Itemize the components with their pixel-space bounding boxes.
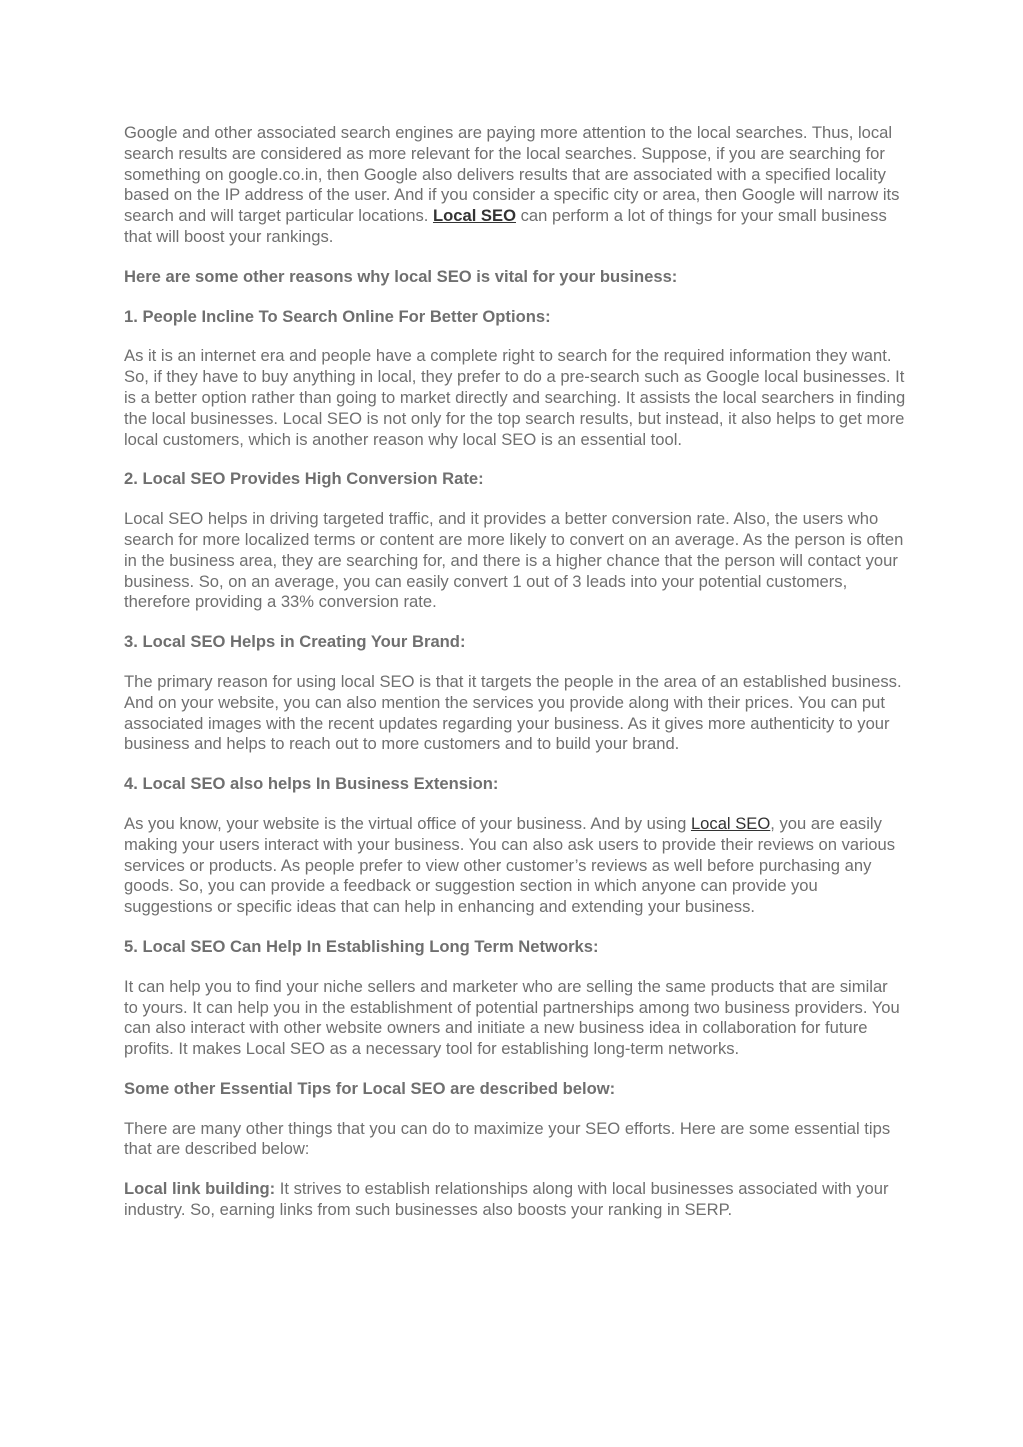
intro-text-after-link: can perform a lot of things for your small business that will boost your rankings. xyxy=(124,206,887,246)
reasons-heading: Here are some other reasons why local SEO is vital for your business: xyxy=(124,266,678,286)
tip-local-link-building xyxy=(124,1179,906,1221)
local-seo-inline-link[interactable]: Local SEO xyxy=(690,813,771,833)
section-4-body xyxy=(124,814,906,918)
section-4-heading: 4. Local SEO also helps In Business Extension: xyxy=(124,774,499,794)
intro-text-before-link: Google and other associated search engines are paying more attention to the local searches. Thus, local search results are considered as more relevant for the local searches. Suppose, if you are searching for something on google.co.in, then Google also delivers results that are associated with a specified locality based on the IP address of the user. And if you consider a specific city or area, then Google will narrow its search and will target particular locations. xyxy=(124,123,900,226)
section-2-heading: 2. Local SEO Provides High Conversion Rate: xyxy=(124,469,484,489)
intro-paragraph xyxy=(124,123,906,248)
tips-heading: Some other Essential Tips for Local SEO are described below: xyxy=(124,1078,616,1098)
section-1-heading: 1. People Incline To Search Online For Better Options: xyxy=(124,306,551,326)
article-body xyxy=(124,123,906,1240)
tip-label: Local link building: xyxy=(124,1179,276,1199)
section-4-text-after-link: , you are easily making your users interact with your business. You can also ask users to provide their reviews on various services or products. As people prefer to view other customer’s reviews as well before purchasing any goods. So, you can provide a feedback or suggestion section in which anyone can provide you suggestions or specific ideas that can help in enhancing and extending your business. xyxy=(124,813,896,917)
tip-text: It strives to establish relationships along with local businesses associated with your industry. So, earning links from such businesses also boosts your ranking in SERP. xyxy=(124,1179,889,1220)
local-seo-link[interactable]: Local SEO xyxy=(432,206,516,226)
section-2-body: Local SEO helps in driving targeted traffic, and it provides a better conversion rate. Also, the users who search for more localized terms or content are more likely to convert on an average. As the person is often in the business area, they are searching for, and there is a higher chance that the person will contact your business. So, on an average, you can easily convert 1 out of 3 leads into your potential customers, therefore providing a 33% conversion rate. xyxy=(124,509,904,612)
section-4-text-before-link: As you know, your website is the virtual office of your business. And by using xyxy=(124,813,691,833)
section-3-body: The primary reason for using local SEO is that it targets the people in the area of an established business. And on your website, you can also mention the services you provide along with their prices. You can put associated images with the recent updates regarding your business. As it gives more authenticity to your business and helps to reach out to more customers and to build your brand. xyxy=(124,671,902,754)
tips-intro: There are many other things that you can do to maximize your SEO efforts. Here are some essential tips that are described below: xyxy=(124,1118,891,1159)
section-5-body: It can help you to find your niche sellers and marketer who are selling the same products that are similar to yours. It can help you in the establishment of potential partnerships among two business providers. You can also interact with other website owners and initiate a new business idea in collaboration for future profits. It makes Local SEO as a necessary tool for establishing long-term networks. xyxy=(124,976,900,1059)
section-1-body: As it is an internet era and people have a complete right to search for the required information they want. So, if they have to buy anything in local, they prefer to do a pre-search such as Google local businesses. It is a better option rather than going to market directly and searching. It assists the local searchers in finding the local businesses. Local SEO is not only for the top search results, but instead, it also helps to get more local customers, which is another reason why local SEO is an essential tool. xyxy=(124,346,906,449)
section-3-heading: 3. Local SEO Helps in Creating Your Brand: xyxy=(124,632,466,652)
section-5-heading: 5. Local SEO Can Help In Establishing Long Term Networks: xyxy=(124,936,599,956)
